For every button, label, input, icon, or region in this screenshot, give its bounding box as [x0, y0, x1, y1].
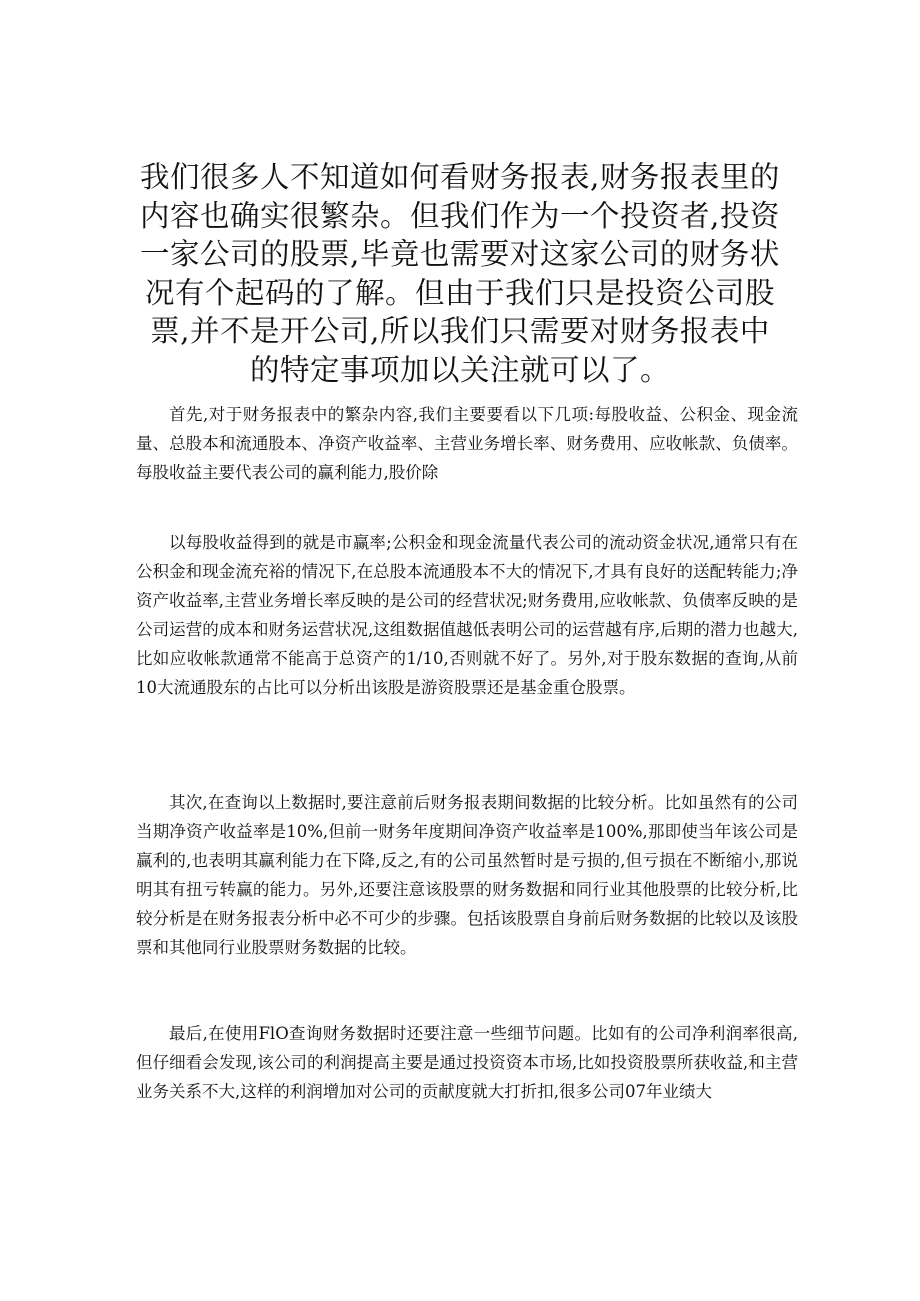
paragraph-3: 其次,在查询以上数据时,要注意前后财务报表期间数据的比较分析。比如虽然有的公司当期净资产收益率是10%,但前一财务年度期间净资产收益率是100%,那即使当年该公司是赢利的,也表明其赢利能力在下降,反之,有的公司虽然暂时是亏损的,但亏损在不断缩小,那说明其有扭亏转赢的能力。另外,还要注意该股票的财务数据和同行业其他股票的比较分析,比较分析是在财务报表分析中必不可少的步骤。包括该股票自身前后财务数据的比较以及该股票和其他同行业股票财务数据的比较。	[136, 793, 798, 957]
paragraph-4: 最后,在使用FlO查询财务数据时还要注意一些细节问题。比如有的公司净利润率很高,但仔细看会发现,该公司的利润提高主要是通过投资资本市场,比如投资股票所获收益,和主营业务关系不大,这样的利润增加对公司的贡献度就大打折扣,很多公司07年业绩大	[136, 1024, 798, 1101]
paragraph-1: 首先,对于财务报表中的繁杂内容,我们主要要看以下几项:每股收益、公积金、现金流量、总股本和流通股本、净资产收益率、主营业务增长率、财务费用、应收帐款、负债率。每股收益主要代表公司的赢利能力,股价除	[136, 405, 798, 482]
document-title: 我们很多人不知道如何看财务报表,财务报表里的内容也确实很繁杂。但我们作为一个投资者,投资一家公司的股票,毕竟也需要对这家公司的财务状况有个起码的了解。但由于我们只是投资公司股票,并不是开公司,所以我们只需要对财务报表中的特定事项加以关注就可以了。	[140, 160, 780, 387]
paragraph-2: 以每股收益得到的就是市赢率;公积金和现金流量代表公司的流动资金状况,通常只有在公积金和现金流充裕的情况下,在总股本流通股本不大的情况下,才具有良好的送配转能力;净资产收益率,主营业务增长率反映的是公司的经营状况;财务费用,应收帐款、负债率反映的是公司运营的成本和财务运营状况,这组数据值越低表明公司的运营越有序,后期的潜力也越大,比如应收帐款通常不能高于总资产的1/10,否则就不好了。另外,对于股东数据的查询,从前10大流通股东的占比可以分析出该股是游资股票还是基金重仓股票。	[136, 533, 798, 697]
